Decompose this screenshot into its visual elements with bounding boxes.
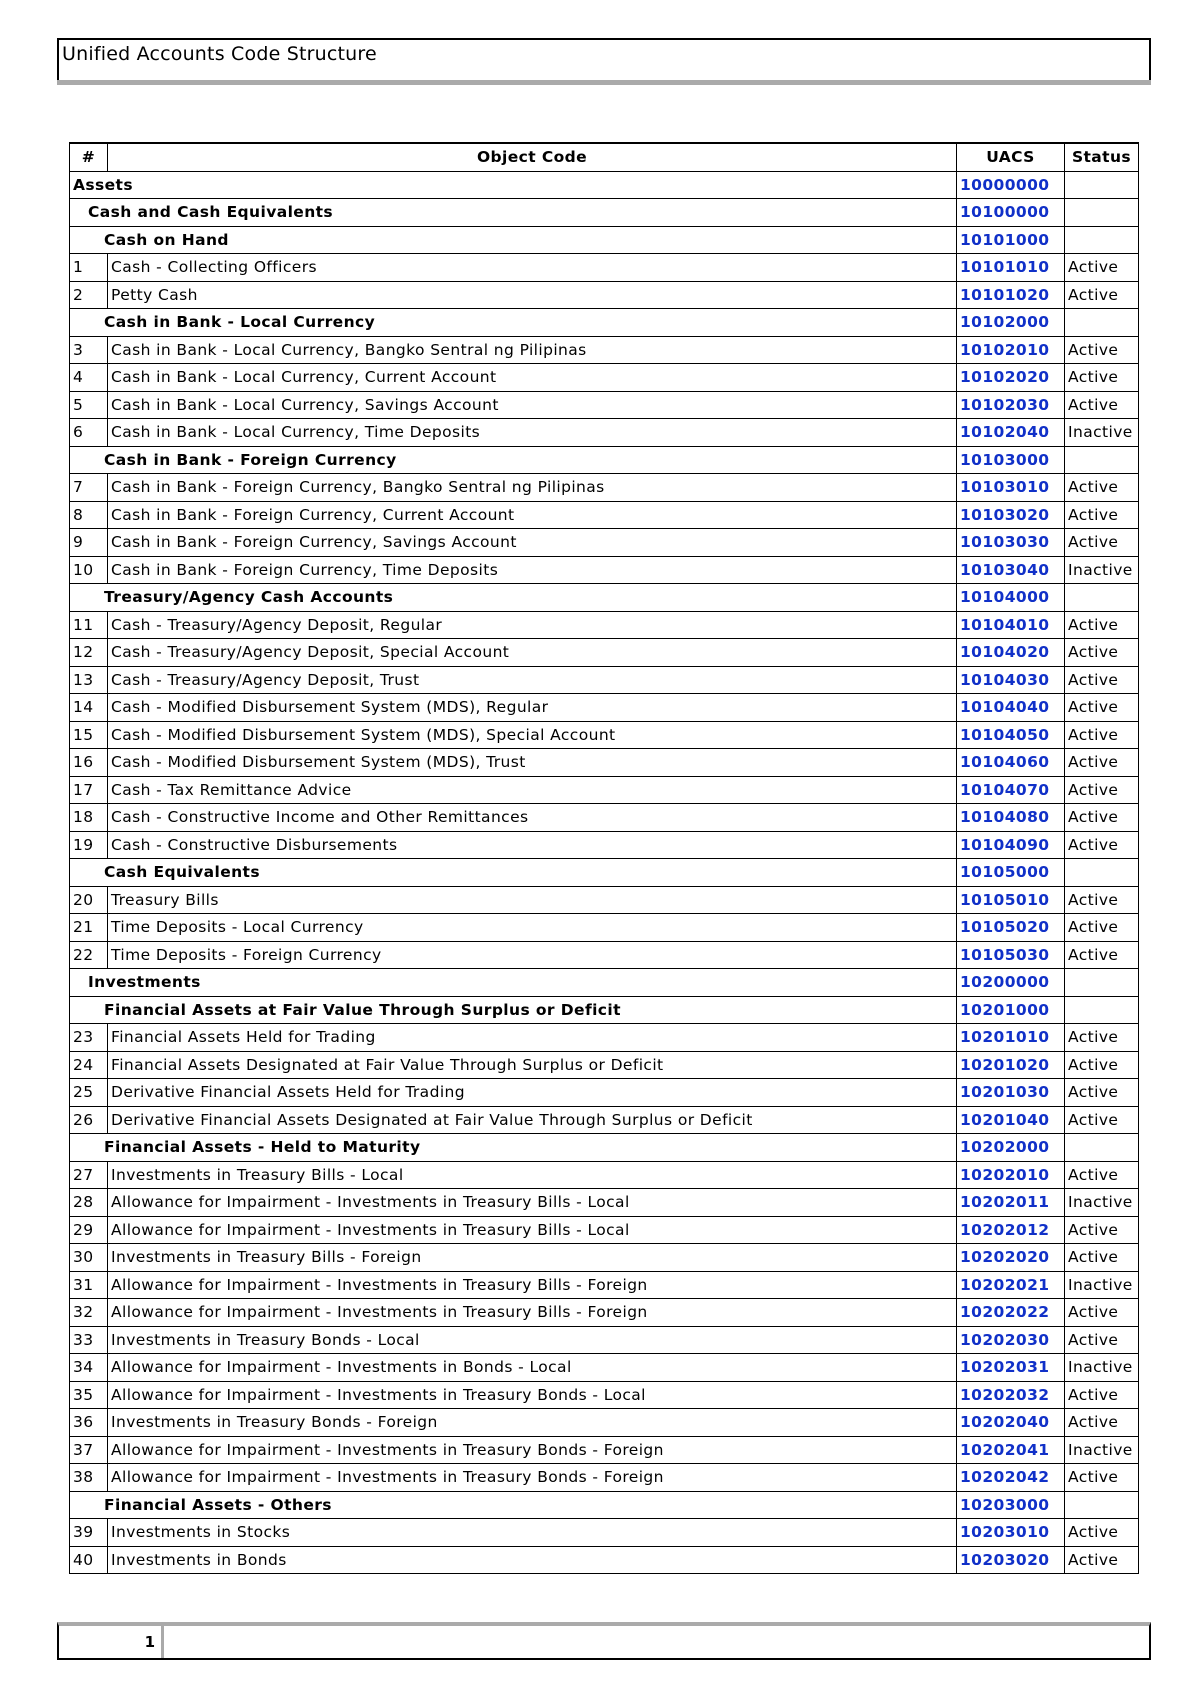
status-cell: Active	[1065, 1519, 1139, 1547]
row-number: 8	[70, 501, 108, 529]
row-number: 12	[70, 639, 108, 667]
group-label: Cash in Bank - Local Currency	[70, 309, 957, 337]
status-cell: Active	[1065, 1079, 1139, 1107]
uacs-code: 10104040	[957, 694, 1065, 722]
uacs-code: 10201040	[957, 1106, 1065, 1134]
row-number: 20	[70, 886, 108, 914]
object-code-label: Cash in Bank - Foreign Currency, Current Account	[108, 501, 957, 529]
table-row	[70, 1216, 1139, 1244]
uacs-code: 10105020	[957, 914, 1065, 942]
status-cell: Active	[1065, 776, 1139, 804]
table-row	[70, 1106, 1139, 1134]
object-code-label: Financial Assets Designated at Fair Value Through Surplus or Deficit	[108, 1051, 957, 1079]
table-row	[70, 1381, 1139, 1409]
object-code-label: Allowance for Impairment - Investments in Treasury Bonds - Foreign	[108, 1436, 957, 1464]
table-row	[70, 336, 1139, 364]
uacs-code: 10202032	[957, 1381, 1065, 1409]
table-row	[70, 1299, 1139, 1327]
row-number: 14	[70, 694, 108, 722]
table-row	[70, 556, 1139, 584]
group-label: Treasury/Agency Cash Accounts	[70, 584, 957, 612]
status-cell: Active	[1065, 1106, 1139, 1134]
group-label: Cash on Hand	[70, 226, 957, 254]
group-label: Investments	[70, 969, 957, 997]
status-cell: Active	[1065, 1326, 1139, 1354]
table-row	[70, 364, 1139, 392]
status-cell	[1065, 996, 1139, 1024]
status-cell: Active	[1065, 1381, 1139, 1409]
status-cell: Active	[1065, 391, 1139, 419]
group-row	[70, 199, 1139, 227]
uacs-code: 10102040	[957, 419, 1065, 447]
table-row	[70, 914, 1139, 942]
object-code-label: Cash - Tax Remittance Advice	[108, 776, 957, 804]
table-row	[70, 281, 1139, 309]
group-row	[70, 309, 1139, 337]
group-row	[70, 1491, 1139, 1519]
table-row	[70, 254, 1139, 282]
status-cell: Active	[1065, 1464, 1139, 1492]
table-row	[70, 831, 1139, 859]
group-label: Financial Assets at Fair Value Through Surplus or Deficit	[70, 996, 957, 1024]
uacs-code: 10201000	[957, 996, 1065, 1024]
status-cell: Active	[1065, 749, 1139, 777]
group-label: Financial Assets - Held to Maturity	[70, 1134, 957, 1162]
row-number: 7	[70, 474, 108, 502]
row-number: 32	[70, 1299, 108, 1327]
group-label: Assets	[70, 171, 957, 199]
uacs-code: 10105010	[957, 886, 1065, 914]
uacs-code: 10104070	[957, 776, 1065, 804]
row-number: 40	[70, 1546, 108, 1574]
status-cell: Active	[1065, 1216, 1139, 1244]
group-row	[70, 859, 1139, 887]
table-header-row	[70, 143, 1139, 171]
object-code-label: Investments in Treasury Bonds - Foreign	[108, 1409, 957, 1437]
uacs-code: 10104030	[957, 666, 1065, 694]
status-cell: Active	[1065, 914, 1139, 942]
row-number: 19	[70, 831, 108, 859]
object-code-label: Derivative Financial Assets Designated at Fair Value Through Surplus or Deficit	[108, 1106, 957, 1134]
header-uacs: UACS	[957, 143, 1065, 171]
row-number: 1	[70, 254, 108, 282]
uacs-code: 10100000	[957, 199, 1065, 227]
uacs-code: 10102020	[957, 364, 1065, 392]
object-code-label: Allowance for Impairment - Investments in Bonds - Local	[108, 1354, 957, 1382]
object-code-label: Investments in Stocks	[108, 1519, 957, 1547]
table-row	[70, 1079, 1139, 1107]
uacs-code: 10202042	[957, 1464, 1065, 1492]
uacs-code: 10202021	[957, 1271, 1065, 1299]
row-number: 2	[70, 281, 108, 309]
page-number: 1	[59, 1626, 164, 1658]
uacs-code: 10202041	[957, 1436, 1065, 1464]
status-cell: Active	[1065, 1161, 1139, 1189]
status-cell: Inactive	[1065, 1189, 1139, 1217]
object-code-label: Petty Cash	[108, 281, 957, 309]
object-code-label: Allowance for Impairment - Investments in Treasury Bills - Foreign	[108, 1271, 957, 1299]
status-cell: Active	[1065, 804, 1139, 832]
uacs-code: 10202022	[957, 1299, 1065, 1327]
status-cell	[1065, 859, 1139, 887]
uacs-code: 10101010	[957, 254, 1065, 282]
object-code-label: Financial Assets Held for Trading	[108, 1024, 957, 1052]
table-row	[70, 1189, 1139, 1217]
table-row	[70, 941, 1139, 969]
uacs-code: 10201010	[957, 1024, 1065, 1052]
uacs-code: 10104080	[957, 804, 1065, 832]
row-number: 23	[70, 1024, 108, 1052]
table-row	[70, 1354, 1139, 1382]
uacs-code: 10104020	[957, 639, 1065, 667]
object-code-label: Cash in Bank - Foreign Currency, Bangko Sentral ng Pilipinas	[108, 474, 957, 502]
object-code-label: Cash - Modified Disbursement System (MDS), Regular	[108, 694, 957, 722]
row-number: 25	[70, 1079, 108, 1107]
status-cell: Active	[1065, 336, 1139, 364]
status-cell: Active	[1065, 666, 1139, 694]
row-number: 36	[70, 1409, 108, 1437]
uacs-code: 10202011	[957, 1189, 1065, 1217]
table-row	[70, 611, 1139, 639]
uacs-code: 10101020	[957, 281, 1065, 309]
uacs-table	[69, 142, 1139, 1574]
object-code-label: Allowance for Impairment - Investments in Treasury Bonds - Local	[108, 1381, 957, 1409]
status-cell: Active	[1065, 1409, 1139, 1437]
row-number: 16	[70, 749, 108, 777]
uacs-code: 10202010	[957, 1161, 1065, 1189]
row-number: 10	[70, 556, 108, 584]
row-number: 31	[70, 1271, 108, 1299]
row-number: 15	[70, 721, 108, 749]
status-cell: Active	[1065, 721, 1139, 749]
object-code-label: Cash in Bank - Foreign Currency, Time Deposits	[108, 556, 957, 584]
object-code-label: Cash - Collecting Officers	[108, 254, 957, 282]
uacs-code: 10102010	[957, 336, 1065, 364]
status-cell: Inactive	[1065, 419, 1139, 447]
status-cell	[1065, 171, 1139, 199]
row-number: 4	[70, 364, 108, 392]
status-cell: Active	[1065, 474, 1139, 502]
row-number: 28	[70, 1189, 108, 1217]
page-footer	[57, 1622, 1151, 1660]
table-row	[70, 804, 1139, 832]
group-label: Cash and Cash Equivalents	[70, 199, 957, 227]
uacs-code: 10202012	[957, 1216, 1065, 1244]
status-cell: Active	[1065, 941, 1139, 969]
status-cell: Active	[1065, 831, 1139, 859]
table-row	[70, 1326, 1139, 1354]
group-row	[70, 446, 1139, 474]
row-number: 37	[70, 1436, 108, 1464]
object-code-label: Allowance for Impairment - Investments in Treasury Bills - Foreign	[108, 1299, 957, 1327]
status-cell: Inactive	[1065, 1436, 1139, 1464]
row-number: 5	[70, 391, 108, 419]
row-number: 30	[70, 1244, 108, 1272]
uacs-code: 10102030	[957, 391, 1065, 419]
status-cell	[1065, 226, 1139, 254]
object-code-label: Cash - Modified Disbursement System (MDS), Special Account	[108, 721, 957, 749]
status-cell: Active	[1065, 1546, 1139, 1574]
table-row	[70, 639, 1139, 667]
uacs-code: 10104010	[957, 611, 1065, 639]
status-cell	[1065, 446, 1139, 474]
group-row	[70, 996, 1139, 1024]
row-number: 18	[70, 804, 108, 832]
row-number: 11	[70, 611, 108, 639]
object-code-label: Derivative Financial Assets Held for Trading	[108, 1079, 957, 1107]
uacs-code: 10105030	[957, 941, 1065, 969]
status-cell	[1065, 199, 1139, 227]
object-code-label: Allowance for Impairment - Investments in Treasury Bills - Local	[108, 1189, 957, 1217]
object-code-label: Time Deposits - Foreign Currency	[108, 941, 957, 969]
group-row	[70, 1134, 1139, 1162]
status-cell: Active	[1065, 1024, 1139, 1052]
row-number: 26	[70, 1106, 108, 1134]
object-code-label: Time Deposits - Local Currency	[108, 914, 957, 942]
status-cell: Active	[1065, 1244, 1139, 1272]
document-header	[57, 38, 1151, 80]
uacs-code: 10103040	[957, 556, 1065, 584]
object-code-label: Cash in Bank - Local Currency, Current Account	[108, 364, 957, 392]
row-number: 24	[70, 1051, 108, 1079]
table-row	[70, 666, 1139, 694]
uacs-code: 10202030	[957, 1326, 1065, 1354]
uacs-code: 10202020	[957, 1244, 1065, 1272]
uacs-code: 10202040	[957, 1409, 1065, 1437]
table-row	[70, 1271, 1139, 1299]
status-cell	[1065, 1491, 1139, 1519]
uacs-code: 10201030	[957, 1079, 1065, 1107]
uacs-code: 10102000	[957, 309, 1065, 337]
header-rule	[57, 80, 1151, 85]
object-code-label: Cash - Treasury/Agency Deposit, Trust	[108, 666, 957, 694]
table-row	[70, 886, 1139, 914]
row-number: 22	[70, 941, 108, 969]
table-row	[70, 1244, 1139, 1272]
table-row	[70, 1436, 1139, 1464]
table-row	[70, 501, 1139, 529]
header-object-code: Object Code	[108, 143, 957, 171]
status-cell: Active	[1065, 886, 1139, 914]
uacs-code: 10104000	[957, 584, 1065, 612]
table-row	[70, 749, 1139, 777]
status-cell	[1065, 584, 1139, 612]
row-number: 27	[70, 1161, 108, 1189]
group-label: Cash Equivalents	[70, 859, 957, 887]
object-code-label: Treasury Bills	[108, 886, 957, 914]
table-row	[70, 391, 1139, 419]
status-cell: Active	[1065, 529, 1139, 557]
row-number: 33	[70, 1326, 108, 1354]
row-number: 29	[70, 1216, 108, 1244]
table-row	[70, 1464, 1139, 1492]
object-code-label: Cash in Bank - Local Currency, Savings Account	[108, 391, 957, 419]
uacs-code: 10103000	[957, 446, 1065, 474]
row-number: 38	[70, 1464, 108, 1492]
object-code-label: Cash in Bank - Foreign Currency, Savings Account	[108, 529, 957, 557]
status-cell: Active	[1065, 254, 1139, 282]
table-row	[70, 1161, 1139, 1189]
object-code-label: Investments in Treasury Bonds - Local	[108, 1326, 957, 1354]
table-row	[70, 1024, 1139, 1052]
uacs-code: 10000000	[957, 171, 1065, 199]
row-number: 21	[70, 914, 108, 942]
status-cell	[1065, 309, 1139, 337]
object-code-label: Cash - Constructive Income and Other Remittances	[108, 804, 957, 832]
document-title: Unified Accounts Code Structure	[62, 43, 377, 65]
row-number: 6	[70, 419, 108, 447]
row-number: 9	[70, 529, 108, 557]
row-number: 39	[70, 1519, 108, 1547]
row-number: 3	[70, 336, 108, 364]
row-number: 35	[70, 1381, 108, 1409]
uacs-code: 10203020	[957, 1546, 1065, 1574]
status-cell: Inactive	[1065, 1271, 1139, 1299]
uacs-code: 10103010	[957, 474, 1065, 502]
group-row	[70, 171, 1139, 199]
object-code-label: Cash in Bank - Local Currency, Bangko Sentral ng Pilipinas	[108, 336, 957, 364]
group-label: Financial Assets - Others	[70, 1491, 957, 1519]
status-cell: Active	[1065, 364, 1139, 392]
object-code-label: Investments in Treasury Bills - Local	[108, 1161, 957, 1189]
uacs-code: 10103020	[957, 501, 1065, 529]
status-cell	[1065, 969, 1139, 997]
table-row	[70, 1409, 1139, 1437]
table-row	[70, 1051, 1139, 1079]
object-code-label: Allowance for Impairment - Investments in Treasury Bills - Local	[108, 1216, 957, 1244]
table-row	[70, 694, 1139, 722]
table-row	[70, 474, 1139, 502]
uacs-code: 10105000	[957, 859, 1065, 887]
object-code-label: Cash in Bank - Local Currency, Time Deposits	[108, 419, 957, 447]
table-row	[70, 1546, 1139, 1574]
object-code-label: Cash - Constructive Disbursements	[108, 831, 957, 859]
table-row	[70, 419, 1139, 447]
uacs-code: 10101000	[957, 226, 1065, 254]
status-cell: Active	[1065, 611, 1139, 639]
table-row	[70, 529, 1139, 557]
uacs-code: 10203000	[957, 1491, 1065, 1519]
table-row	[70, 721, 1139, 749]
status-cell: Active	[1065, 694, 1139, 722]
uacs-code: 10201020	[957, 1051, 1065, 1079]
status-cell: Inactive	[1065, 556, 1139, 584]
header-num: #	[70, 143, 108, 171]
row-number: 34	[70, 1354, 108, 1382]
object-code-label: Cash - Modified Disbursement System (MDS), Trust	[108, 749, 957, 777]
table-row	[70, 776, 1139, 804]
uacs-code: 10203010	[957, 1519, 1065, 1547]
uacs-code: 10202000	[957, 1134, 1065, 1162]
object-code-label: Cash - Treasury/Agency Deposit, Regular	[108, 611, 957, 639]
header-status: Status	[1065, 143, 1139, 171]
uacs-code: 10104050	[957, 721, 1065, 749]
uacs-code: 10104060	[957, 749, 1065, 777]
group-row	[70, 226, 1139, 254]
status-cell: Active	[1065, 1299, 1139, 1327]
group-row	[70, 969, 1139, 997]
status-cell: Active	[1065, 1051, 1139, 1079]
group-label: Cash in Bank - Foreign Currency	[70, 446, 957, 474]
object-code-label: Allowance for Impairment - Investments in Treasury Bonds - Foreign	[108, 1464, 957, 1492]
uacs-code: 10202031	[957, 1354, 1065, 1382]
status-cell: Active	[1065, 639, 1139, 667]
table-row	[70, 1519, 1139, 1547]
object-code-label: Investments in Bonds	[108, 1546, 957, 1574]
object-code-label: Investments in Treasury Bills - Foreign	[108, 1244, 957, 1272]
status-cell: Inactive	[1065, 1354, 1139, 1382]
status-cell: Active	[1065, 501, 1139, 529]
uacs-code: 10104090	[957, 831, 1065, 859]
uacs-code: 10200000	[957, 969, 1065, 997]
status-cell	[1065, 1134, 1139, 1162]
object-code-label: Cash - Treasury/Agency Deposit, Special Account	[108, 639, 957, 667]
status-cell: Active	[1065, 281, 1139, 309]
row-number: 17	[70, 776, 108, 804]
uacs-code: 10103030	[957, 529, 1065, 557]
group-row	[70, 584, 1139, 612]
row-number: 13	[70, 666, 108, 694]
